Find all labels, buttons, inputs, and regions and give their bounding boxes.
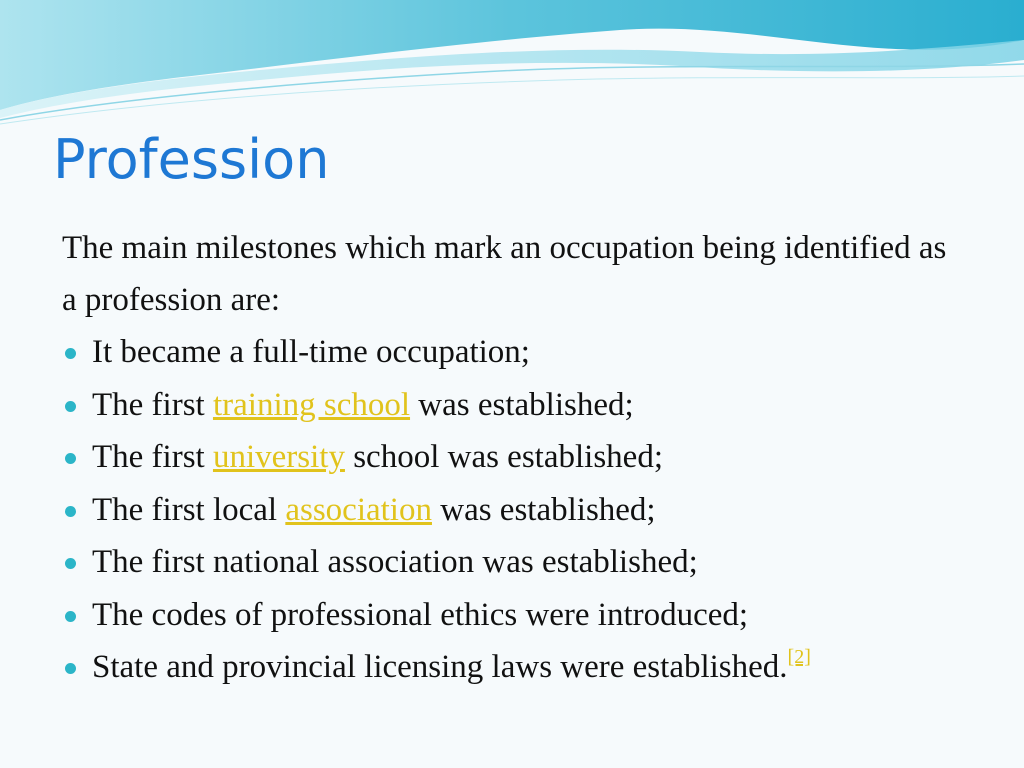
- header-wave-decoration: [0, 0, 1024, 130]
- milestone-list: [62, 326, 1002, 694]
- list-item-text: The first: [92, 386, 213, 423]
- reference-link[interactable]: [2]: [787, 646, 811, 668]
- list-item-text: The first: [92, 439, 213, 475]
- list-item-text: The first national association was established;: [92, 544, 698, 580]
- list-item-text: The first local: [92, 491, 286, 528]
- list-item: [62, 536, 1002, 589]
- list-item-text: The codes of professional ethics were introduced;: [92, 596, 749, 633]
- list-item: [62, 379, 1002, 432]
- slide-title: Profession: [53, 128, 330, 191]
- list-item: [62, 589, 1002, 642]
- list-item: [62, 431, 1002, 484]
- link-university[interactable]: university: [212, 439, 345, 475]
- bullet-icon: [65, 506, 76, 517]
- intro-paragraph: The main milestones which mark an occupation being identified as a profession are:: [62, 230, 947, 318]
- list-item: [62, 326, 1002, 379]
- bullet-icon: [65, 558, 76, 569]
- list-item-text: was established;: [410, 386, 634, 423]
- link-association[interactable]: association: [285, 491, 432, 528]
- list-item-text: It became a full-time occupation;: [92, 334, 530, 370]
- bullet-icon: [65, 663, 76, 674]
- bullet-icon: [65, 611, 76, 622]
- bullet-icon: [65, 348, 76, 359]
- bullet-icon: [65, 401, 76, 412]
- list-item: [62, 484, 1002, 537]
- list-item-text: school was established;: [344, 439, 663, 475]
- list-item-text: was established;: [431, 491, 656, 528]
- list-item-text: State and provincial licensing laws were established.: [92, 649, 788, 685]
- list-item: [62, 641, 1002, 694]
- link-training-school[interactable]: training school: [212, 386, 411, 423]
- bullet-icon: [65, 453, 76, 464]
